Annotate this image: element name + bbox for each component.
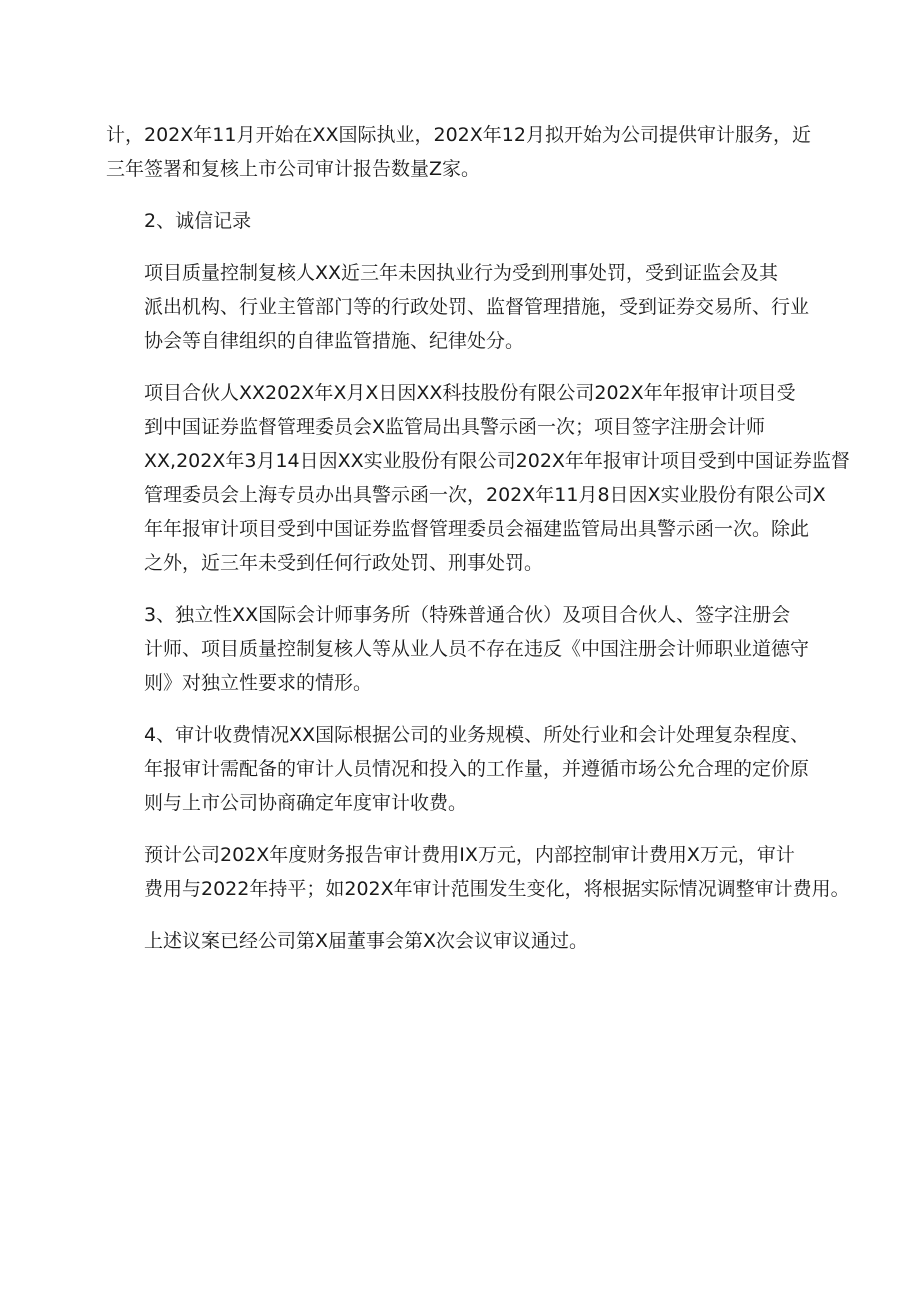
text-line: XX,202X年3月14日因XX实业股份有限公司202X年年报审计项目受到中国证券监督 [144,450,850,472]
text-line: 计师、项目质量控制复核人等从业人员不存在违反《中国注册会计师职业道德守 [144,638,810,660]
paragraph-audit-fees [106,718,824,820]
paragraph-partner-record [106,376,850,580]
text-line: 计，202X年11月开始在XX国际执业，202X年12月拟开始为公司提供审计服务，近 [106,124,811,146]
text-line: 费用与2022年持平；如202X年审计范围发生变化，将根据实际情况调整审计费用。 [144,878,850,900]
text-line: 4、审计收费情况XX国际根据公司的业务规模、所处行业和会计处理复杂程度、 [144,724,810,746]
text-line: 之外，近三年未受到任何行政处罚、刑事处罚。 [144,552,544,574]
text-line: 协会等自律组织的自律监管措施、纪律处分。 [144,330,525,352]
text-line: 项目合伙人XX202X年X月X日因XX科技股份有限公司202X年年报审计项目受 [144,382,796,404]
paragraph-fee-estimate [106,838,850,906]
text-line: 派出机构、行业主管部门等的行政处罚、监督管理措施，受到证券交易所、行业 [144,296,810,318]
paragraph-auditor-experience [106,118,824,186]
paragraph-independence [106,598,824,700]
text-line: 2、诚信记录 [144,210,252,232]
text-line: 年年报审计项目受到中国证券监督管理委员会福建监管局出具警示函一次。除此 [144,518,810,540]
text-line: 则》对独立性要求的情形。 [144,672,373,694]
section-heading-integrity-record [106,204,824,238]
text-line: 则与上市公司协商确定年度审计收费。 [144,792,468,814]
text-line: 3、独立性XX国际会计师事务所（特殊普通合伙）及项目合伙人、签字注册会 [144,604,791,626]
text-line: 三年签署和复核上市公司审计报告数量Z家。 [106,158,481,180]
paragraph-quality-reviewer-record [106,256,824,358]
text-line: 到中国证券监督管理委员会X监管局出具警示函一次；项目签字注册会计师 [144,416,766,438]
paragraph-board-approval [106,924,824,958]
text-line: 管理委员会上海专员办出具警示函一次，202X年11月8日因X实业股份有限公司X [144,484,826,506]
text-line: 项目质量控制复核人XX近三年未因执业行为受到刑事处罚，受到证监会及其 [144,262,779,284]
text-line: 预计公司202X年度财务报告审计费用IX万元，内部控制审计费用X万元，审计 [144,844,795,866]
text-line: 上述议案已经公司第X届董事会第X次会议审议通过。 [144,930,589,952]
text-line: 年报审计需配备的审计人员情况和投入的工作量，并遵循市场公允合理的定价原 [144,758,810,780]
document-body [106,118,850,958]
